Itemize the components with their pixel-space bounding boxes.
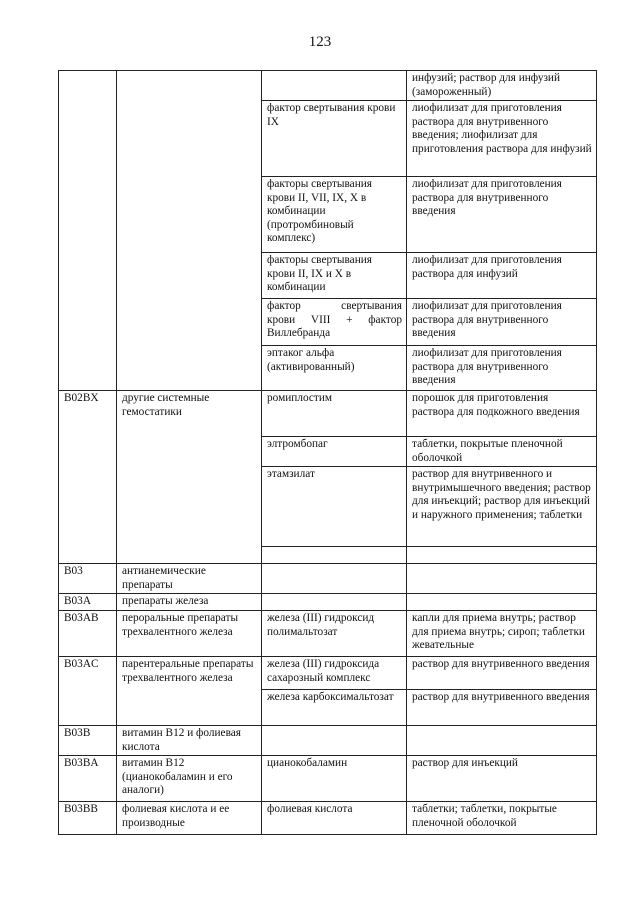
table-row bbox=[59, 756, 597, 802]
table-row bbox=[59, 611, 597, 657]
group-cell: антианемические препараты bbox=[117, 564, 262, 594]
code-cell: B03B bbox=[59, 726, 117, 756]
name-line: крови VIII + фактор bbox=[267, 313, 402, 326]
name-cell bbox=[262, 71, 407, 101]
table-row bbox=[59, 657, 597, 690]
group-cell: другие системные гемостатики bbox=[117, 391, 262, 564]
form-cell: лиофилизат для приготовления раствора для внутривенного введения bbox=[407, 177, 597, 253]
table-row bbox=[59, 802, 597, 835]
name-cell: железа (III) гидроксид полимальтозат bbox=[262, 611, 407, 657]
name-cell bbox=[262, 594, 407, 611]
code-cell: B03AB bbox=[59, 611, 117, 657]
group-cell: витамин B12 (цианокобаламин и его аналоги) bbox=[117, 756, 262, 802]
code-cell: B02BX bbox=[59, 391, 117, 564]
code-cell: B03BA bbox=[59, 756, 117, 802]
name-line: Виллебранда bbox=[267, 327, 331, 339]
form-cell bbox=[407, 594, 597, 611]
form-cell bbox=[407, 564, 597, 594]
name-cell: элтромбопаг bbox=[262, 437, 407, 467]
form-cell bbox=[407, 547, 597, 564]
name-cell: факторы свертывания крови II, IX и X в комбинации bbox=[262, 253, 407, 299]
form-cell: лиофилизат для приготовления раствора для инфузий bbox=[407, 253, 597, 299]
table-row bbox=[59, 391, 597, 437]
group-cell: фолиевая кислота и ее производные bbox=[117, 802, 262, 835]
name-cell: фолиевая кислота bbox=[262, 802, 407, 835]
name-cell: ромиплостим bbox=[262, 391, 407, 437]
name-cell: цианокобаламин bbox=[262, 756, 407, 802]
name-cell: факторы свертывания крови II, VII, IX, X в комбинации (протромбиновый комплекс) bbox=[262, 177, 407, 253]
form-cell: капли для приема внутрь; раствор для приема внутрь; сироп; таблетки жевательные bbox=[407, 611, 597, 657]
drug-table bbox=[58, 70, 597, 835]
form-cell: таблетки; таблетки, покрытые пленочной оболочкой bbox=[407, 802, 597, 835]
group-cell: витамин B12 и фолиевая кислота bbox=[117, 726, 262, 756]
form-cell: раствор для внутривенного и внутримышечного введения; раствор для инъекций; раствор для инъекций и наружного применения; таблетки bbox=[407, 467, 597, 547]
code-cell: B03AC bbox=[59, 657, 117, 726]
form-cell: лиофилизат для приготовления раствора для внутривенного введения bbox=[407, 346, 597, 391]
name-cell bbox=[262, 726, 407, 756]
form-cell: раствор для внутривенного введения bbox=[407, 690, 597, 726]
group-cell: препараты железа bbox=[117, 594, 262, 611]
form-cell: раствор для инъекций bbox=[407, 756, 597, 802]
name-cell bbox=[262, 564, 407, 594]
table-row bbox=[59, 71, 597, 101]
form-cell: раствор для внутривенного введения bbox=[407, 657, 597, 690]
form-cell: порошок для приготовления раствора для подкожного введения bbox=[407, 391, 597, 437]
code-cell: B03BB bbox=[59, 802, 117, 835]
form-cell: инфузий; раствор для инфузий (замороженный) bbox=[407, 71, 597, 101]
name-cell: железа карбоксимальтозат bbox=[262, 690, 407, 726]
page-number: 123 bbox=[308, 34, 332, 50]
code-cell: B03 bbox=[59, 564, 117, 594]
code-cell: B03A bbox=[59, 594, 117, 611]
group-cell bbox=[117, 71, 262, 391]
form-cell: лиофилизат для приготовления раствора для внутривенного введения; лиофилизат для приготовления раствора для инфузий bbox=[407, 101, 597, 177]
form-cell: лиофилизат для приготовления раствора для внутривенного введения bbox=[407, 299, 597, 346]
name-cell: железа (III) гидроксида сахарозный комплекс bbox=[262, 657, 407, 690]
group-cell: пероральные препараты трехвалентного железа bbox=[117, 611, 262, 657]
group-cell: парентеральные препараты трехвалентного железа bbox=[117, 657, 262, 726]
form-cell: таблетки, покрытые пленочной оболочкой bbox=[407, 437, 597, 467]
name-cell: эптаког альфа (активированный) bbox=[262, 346, 407, 391]
code-cell bbox=[59, 71, 117, 391]
form-cell bbox=[407, 726, 597, 756]
name-cell: этамзилат bbox=[262, 467, 407, 547]
name-cell: фактор свертывания крови IX bbox=[262, 101, 407, 177]
table-row bbox=[59, 594, 597, 611]
name-line: фактор свертывания bbox=[267, 300, 402, 312]
name-cell bbox=[262, 299, 407, 346]
table-row bbox=[59, 726, 597, 756]
name-cell bbox=[262, 547, 407, 564]
table-row bbox=[59, 564, 597, 594]
